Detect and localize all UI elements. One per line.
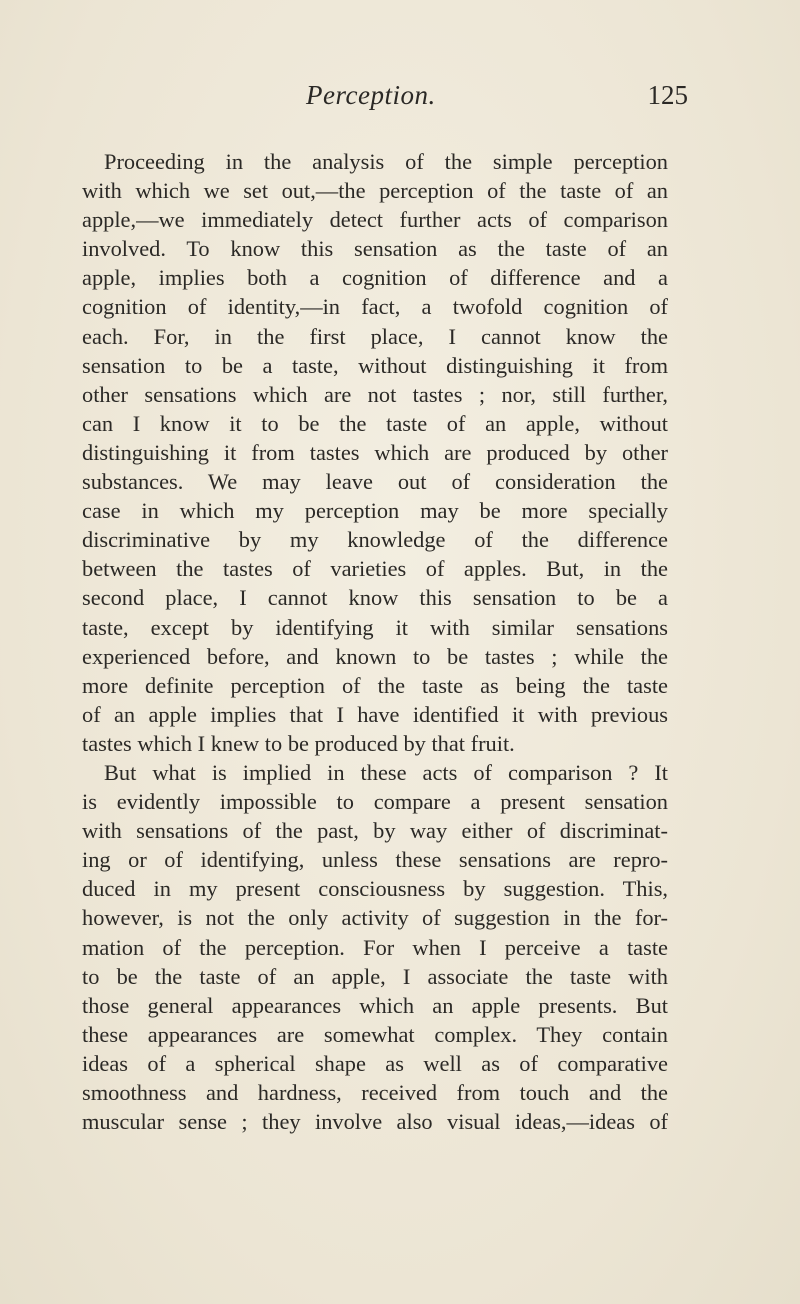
running-title: Perception. xyxy=(306,80,436,110)
text-line: ing or of identifying, unless these sensations are repro- xyxy=(82,847,668,873)
text-line: apple, implies both a cognition of difference and a xyxy=(82,265,668,291)
paragraph-1 xyxy=(82,147,668,758)
text-line: mation of the perception. For when I perceive a taste xyxy=(82,934,668,960)
text-line: more definite perception of the taste as being the taste xyxy=(82,672,668,698)
text-line: each. For, in the first place, I cannot know the xyxy=(82,323,668,349)
text-line: substances. We may leave out of consideration the xyxy=(82,469,668,495)
text-line: case in which my perception may be more specially xyxy=(82,498,668,524)
text-line: But what is implied in these acts of comparison ? It xyxy=(104,759,668,785)
text-line: of an apple implies that I have identified it with previous xyxy=(82,701,668,727)
text-line: distinguishing it from tastes which are produced by other xyxy=(82,439,668,465)
text-line: these appearances are somewhat complex. They contain xyxy=(82,1021,668,1047)
text-line: tastes which I knew to be produced by that fruit. xyxy=(82,730,515,756)
text-line: smoothness and hardness, received from touch and the xyxy=(82,1080,668,1105)
text-line: cognition of identity,—in fact, a twofold cognition of xyxy=(82,294,668,320)
text-line: apple,—we immediately detect further acts of comparison xyxy=(82,207,668,233)
text-line: muscular sense ; they involve also visual ideas,—ideas of xyxy=(82,1109,668,1135)
text-line: duced in my present consciousness by suggestion. This, xyxy=(82,876,668,902)
text-line: with which we set out,—the perception of the taste of an xyxy=(82,178,668,204)
text-line: to be the taste of an apple, I associate the taste with xyxy=(82,963,668,989)
text-line: however, is not the only activity of suggestion in the for- xyxy=(82,905,668,931)
text-line: with sensations of the past, by way either of discriminat- xyxy=(82,818,668,844)
paragraph-2 xyxy=(82,758,668,1136)
text-line: sensation to be a taste, without distinguishing it from xyxy=(82,352,668,378)
text-line: other sensations which are not tastes ; nor, still further, xyxy=(82,381,668,407)
page-number: 125 xyxy=(647,80,688,110)
text-line: ideas of a spherical shape as well as of comparative xyxy=(82,1050,668,1076)
text-line: can I know it to be the taste of an apple, without xyxy=(82,410,668,436)
text-line: discriminative by my knowledge of the difference xyxy=(82,527,668,553)
text-line: experienced before, and known to be tastes ; while the xyxy=(82,643,668,669)
text-line: those general appearances which an apple presents. But xyxy=(82,992,668,1018)
text-line: Proceeding in the analysis of the simple perception xyxy=(104,149,668,174)
text-line: taste, except by identifying it with similar sensations xyxy=(82,614,668,640)
running-head xyxy=(80,80,720,120)
text-line: is evidently impossible to compare a present sensation xyxy=(82,789,668,815)
body-text xyxy=(82,147,668,1136)
text-line: second place, I cannot know this sensation to be a xyxy=(82,585,668,611)
text-line: involved. To know this sensation as the taste of an xyxy=(82,236,668,262)
text-line: between the tastes of varieties of apples. But, in the xyxy=(82,556,668,582)
